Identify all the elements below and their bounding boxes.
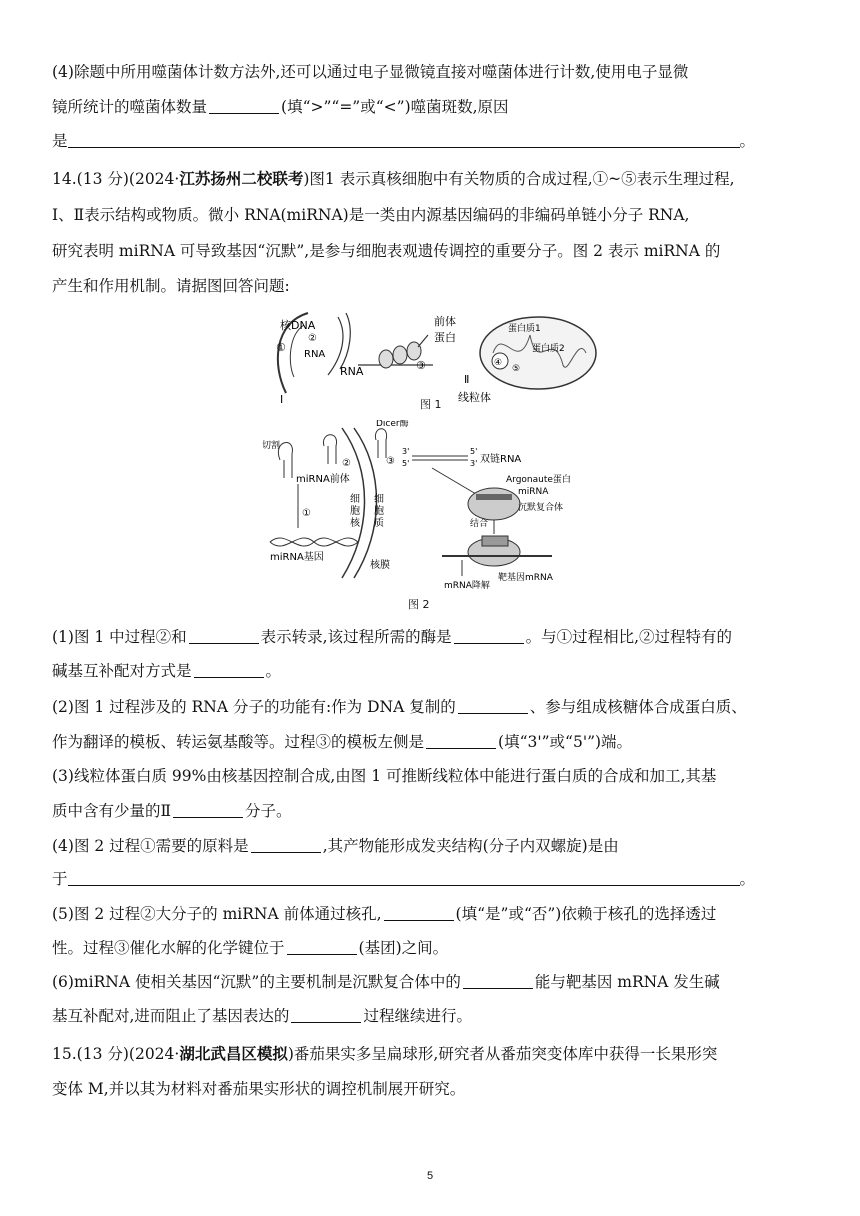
arrow xyxy=(432,468,476,494)
fig1-label: ③ xyxy=(416,359,426,372)
text: (基团)之间。 xyxy=(358,939,449,957)
q13-4-line3 xyxy=(52,131,755,151)
answer-blank[interactable] xyxy=(458,699,528,714)
fig2-label: 双链RNA xyxy=(480,454,522,465)
text: 图1 表示真核细胞中有关物质的合成过程,①~⑤表示生理过程, xyxy=(309,170,735,188)
fig2-label: ② xyxy=(342,458,351,469)
figure-2-caption: 图 2 xyxy=(408,598,430,611)
q14-6-line2 xyxy=(52,1006,472,1026)
q14-2-line1 xyxy=(52,697,747,717)
q14-4-line1 xyxy=(52,836,619,856)
fig2-label: 胞 xyxy=(350,506,360,517)
text: 变体 M,并以其为材料对番茄果实形状的调控机制展开研究。 xyxy=(52,1080,466,1098)
figure-1 xyxy=(268,305,608,410)
text: Ⅰ、Ⅱ表示结构或物质。微小 RNA(miRNA)是一类由内源基因编码的非编码单链小分子 RNA, xyxy=(52,206,690,224)
q14-1-line2 xyxy=(52,661,281,681)
fig2-label: 5' xyxy=(402,459,410,468)
text: (1)图 1 中过程②和 xyxy=(52,628,187,646)
fig1-label: RNA xyxy=(304,349,326,360)
text: 表示转录,该过程所需的酶是 xyxy=(260,628,452,646)
fig2-label: ① xyxy=(302,508,311,519)
text: 番茄果实多呈扁球形,研究者从番茄突变体库中获得一长果形突 xyxy=(293,1045,718,1063)
figure-1-caption: 图 1 xyxy=(420,398,442,411)
fig1-label: Ⅱ xyxy=(464,373,470,386)
question-number: 15. xyxy=(52,1045,77,1063)
text: (2024· xyxy=(128,1045,180,1063)
fig2-label: miRNA xyxy=(518,487,549,497)
q14-5-line1 xyxy=(52,904,716,924)
text: 是 xyxy=(52,132,68,150)
fig1-label: RNA xyxy=(340,365,364,378)
text: (4)除题中所用噬菌体计数方法外,还可以通过电子显微镜直接对噬菌体进行计数,使用电子显微 xyxy=(52,63,689,81)
text: (2024· xyxy=(128,170,180,188)
answer-blank[interactable] xyxy=(68,871,740,886)
q14-2-line2 xyxy=(52,732,632,752)
answer-blank[interactable] xyxy=(384,906,454,921)
answer-blank[interactable] xyxy=(463,974,533,989)
fig2-label: Argonaute蛋白 xyxy=(506,475,571,485)
hairpin-rna xyxy=(375,429,386,458)
text: (3)线粒体蛋白质 99%由核基因控制合成,由图 1 可推断线粒体中能进行蛋白质的合成和加工,其基 xyxy=(52,767,717,785)
fig2-label: 核 xyxy=(350,518,360,529)
text: 、参与组成核糖体合成蛋白质、 xyxy=(529,698,747,716)
fig2-label: 核膜 xyxy=(370,560,390,571)
text: ,其产物能形成发夹结构(分子内双螺旋)是由 xyxy=(322,837,619,855)
text: 过程继续进行。 xyxy=(363,1007,472,1025)
text: 镜所统计的噬菌体数量 xyxy=(52,98,208,116)
q13-4-line2 xyxy=(52,97,509,117)
q14-intro-2 xyxy=(52,205,689,225)
ribosome xyxy=(379,350,393,368)
text: 。 xyxy=(739,132,756,150)
dna-helix xyxy=(270,538,358,546)
q15-header xyxy=(52,1044,717,1064)
fig2-label: miRNA基因 xyxy=(270,552,324,563)
argonaute xyxy=(482,536,508,546)
q14-intro-4 xyxy=(52,276,290,296)
fig2-label: 3' xyxy=(470,459,478,468)
arrow xyxy=(418,335,428,347)
fig1-label: 前体 xyxy=(434,315,456,328)
answer-blank[interactable] xyxy=(454,629,524,644)
fig1-label: ① xyxy=(276,341,286,354)
fig2-label: 切割 xyxy=(262,441,281,451)
text: (2)图 1 过程涉及的 RNA 分子的功能有:作为 DNA 复制的 xyxy=(52,698,456,716)
figure-2 xyxy=(262,420,612,590)
fig2-label: 靶基因mRNA xyxy=(498,573,553,583)
question-score: (13 分) xyxy=(76,1045,129,1063)
text: 于 xyxy=(52,870,68,888)
q14-6-line1 xyxy=(52,972,720,992)
answer-blank[interactable] xyxy=(209,99,279,114)
fig2-label: 质 xyxy=(374,518,384,529)
fig1-label: 蛋白质2 xyxy=(532,344,565,354)
fig2-label: 3' xyxy=(402,447,410,456)
text: (填“>”“=”或“<”)噬菌斑数,原因 xyxy=(281,98,509,116)
fig1-label: 蛋白质1 xyxy=(508,324,541,334)
text: (填“是”或“否”)依赖于核孔的选择透过 xyxy=(455,905,717,923)
fig2-label: 结合 xyxy=(470,519,489,529)
q14-5-line2 xyxy=(52,938,448,958)
answer-blank[interactable] xyxy=(173,803,243,818)
fig1-label: 线粒体 xyxy=(458,391,491,404)
text: 碱基互补配对方式是 xyxy=(52,662,192,680)
answer-blank[interactable] xyxy=(189,629,259,644)
text: 能与靶基因 mRNA 发生碱 xyxy=(534,973,720,991)
fig2-label: mRNA降解 xyxy=(444,581,490,590)
page-number: 5 xyxy=(426,1170,434,1182)
nucleus-envelope-inner xyxy=(290,325,304,377)
text: 。 xyxy=(739,870,756,888)
text: 产生和作用机制。请据图回答问题: xyxy=(52,277,290,295)
fig2-label: Dicer酶 xyxy=(376,420,409,429)
ribosome xyxy=(393,346,407,364)
answer-blank[interactable] xyxy=(291,1008,361,1023)
text: 性。过程③催化水解的化学键位于 xyxy=(52,939,285,957)
text: (5)图 2 过程②大分子的 miRNA 前体通过核孔, xyxy=(52,905,382,923)
text: 作为翻译的模板、转运氨基酸等。过程③的模板左侧是 xyxy=(52,733,425,751)
fig1-label: ② xyxy=(308,333,317,344)
text: 研究表明 miRNA 可导致基因“沉默”,是参与细胞表观遗传调控的重要分子。图 2 表示 miRNA 的 xyxy=(52,242,721,260)
dna-strand xyxy=(340,313,350,369)
text: (填“3'”或“5'”)端。 xyxy=(498,733,633,751)
fig1-label: 核DNA xyxy=(280,319,316,332)
q15-line2 xyxy=(52,1079,465,1099)
answer-blank[interactable] xyxy=(287,940,357,955)
double-stranded-rna xyxy=(412,456,468,460)
q13-4-line1 xyxy=(52,62,688,82)
answer-blank[interactable] xyxy=(68,133,740,148)
text: 基互补配对,进而阻止了基因表达的 xyxy=(52,1007,290,1025)
question-source: 江苏扬州二校联考 xyxy=(179,169,304,188)
hairpin-rna xyxy=(278,443,292,478)
text: ) xyxy=(287,1045,294,1063)
fig2-label: 细 xyxy=(374,494,384,505)
q14-4-line2 xyxy=(52,869,755,889)
text: (6)miRNA 使相关基因“沉默”的主要机制是沉默复合体中的 xyxy=(52,973,461,991)
text: 质中含有少量的Ⅱ xyxy=(52,802,172,820)
answer-blank[interactable] xyxy=(426,734,496,749)
fig2-label: 细 xyxy=(350,494,360,505)
text: 。与①过程相比,②过程特有的 xyxy=(525,628,733,646)
silencing-complex xyxy=(468,488,520,520)
q14-1-line1 xyxy=(52,627,732,647)
question-number: 14. xyxy=(52,170,77,188)
fig2-label: 胞 xyxy=(374,506,384,517)
ribosome xyxy=(407,342,421,360)
fig1-label: ⑤ xyxy=(512,364,521,374)
question-source: 湖北武昌区模拟 xyxy=(179,1044,288,1063)
q14-3-line2 xyxy=(52,801,292,821)
hairpin-rna xyxy=(323,435,336,464)
text: 。 xyxy=(265,662,282,680)
fig2-label: ③ xyxy=(386,456,395,467)
answer-blank[interactable] xyxy=(194,663,264,678)
q14-3-line1 xyxy=(52,766,716,786)
text: ) xyxy=(303,170,310,188)
fig2-label: 5' xyxy=(470,447,478,456)
fig1-label: ④ xyxy=(494,358,503,368)
mirna-strand xyxy=(476,494,512,500)
fig1-label: Ⅰ xyxy=(280,393,284,406)
q14-intro-3 xyxy=(52,241,720,261)
text: (4)图 2 过程①需要的原料是 xyxy=(52,837,249,855)
text: 分子。 xyxy=(245,802,292,820)
fig1-label: 蛋白 xyxy=(434,331,456,344)
question-score: (13 分) xyxy=(76,170,129,188)
fig2-label: miRNA前体 xyxy=(296,474,350,485)
answer-blank[interactable] xyxy=(251,838,321,853)
q14-header xyxy=(52,169,735,189)
fig2-label: 沉默复合体 xyxy=(518,503,564,513)
